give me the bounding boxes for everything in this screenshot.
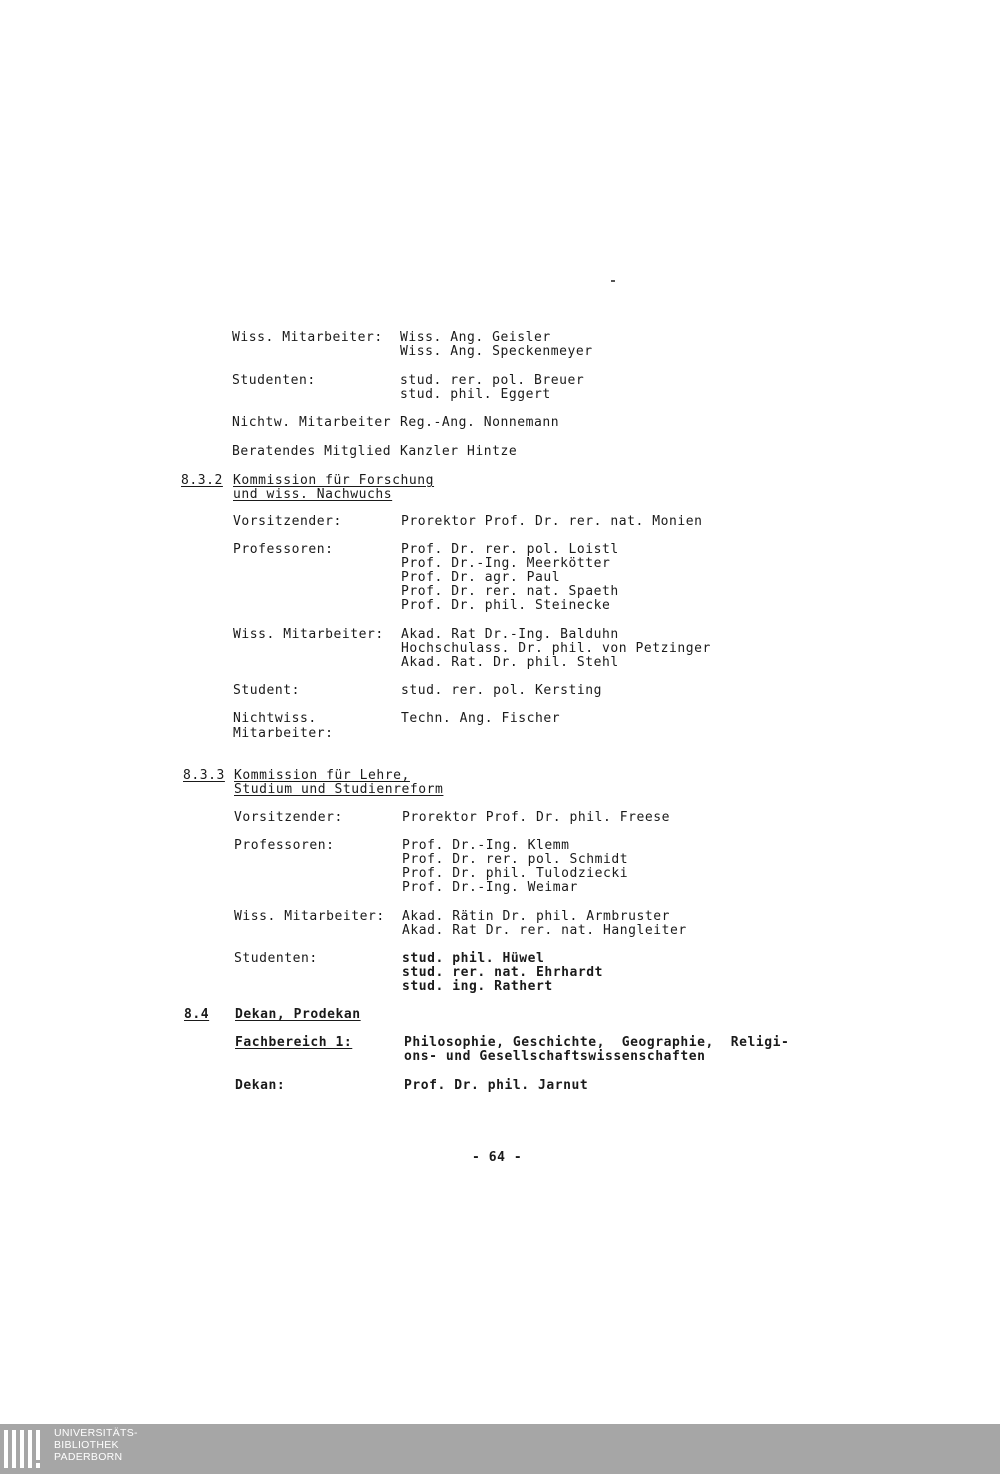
s832-prof-value-4: Prof. Dr. rer. nat. Spaeth xyxy=(401,584,619,599)
s84-dekan-value: Prof. Dr. phil. Jarnut xyxy=(404,1078,589,1093)
s832-nichtwiss-value: Techn. Ang. Fischer xyxy=(401,711,561,726)
s832-wiss-value-2: Hochschulass. Dr. phil. von Petzinger xyxy=(401,641,711,656)
logo-text-line3: PADERBORN xyxy=(54,1451,123,1463)
s84-fachbereich-value-1: Philosophie, Geschichte, Geographie, Religi- xyxy=(404,1035,790,1050)
s84-fachbereich-label: Fachbereich 1: xyxy=(235,1035,353,1050)
s833-vorsitz-label: Vorsitzender: xyxy=(234,810,343,825)
s833-wiss-value-1: Akad. Rätin Dr. phil. Armbruster xyxy=(402,909,671,924)
s832-prof-value-1: Prof. Dr. rer. pol. Loistl xyxy=(401,542,619,557)
s833-studenten-value-2: stud. rer. nat. Ehrhardt xyxy=(402,965,604,980)
s832-vorsitz-value: Prorektor Prof. Dr. rer. nat. Monien xyxy=(401,514,703,529)
s833-vorsitz-value: Prorektor Prof. Dr. phil. Freese xyxy=(402,810,671,825)
s833-studenten-value-3: stud. ing. Rathert xyxy=(402,979,553,994)
s833-prof-value-2: Prof. Dr. rer. pol. Schmidt xyxy=(402,852,629,867)
s833-studenten-label: Studenten: xyxy=(234,951,318,966)
s832-wiss-value-3: Akad. Rat. Dr. phil. Stehl xyxy=(401,655,619,670)
section-832-title-line2: und wiss. Nachwuchs xyxy=(233,487,393,502)
section-84-title: Dekan, Prodekan xyxy=(235,1007,361,1022)
logo-text-line2: BIBLIOTHEK xyxy=(54,1439,119,1451)
s832-student-label: Student: xyxy=(233,683,301,698)
s832-prof-value-3: Prof. Dr. agr. Paul xyxy=(401,570,561,585)
prev-beratend-value: Kanzler Hintze xyxy=(400,444,518,459)
s832-prof-label: Professoren: xyxy=(233,542,334,557)
s832-wiss-value-1: Akad. Rat Dr.-Ing. Balduhn xyxy=(401,627,619,642)
s832-prof-value-2: Prof. Dr.-Ing. Meerkötter xyxy=(401,556,611,571)
s833-prof-value-1: Prof. Dr.-Ing. Klemm xyxy=(402,838,570,853)
prev-wiss-value-2: Wiss. Ang. Speckenmeyer xyxy=(400,344,593,359)
prev-studenten-value-1: stud. rer. pol. Breuer xyxy=(400,373,585,388)
s833-prof-value-4: Prof. Dr.-Ing. Weimar xyxy=(402,880,578,895)
prev-nichtw-value: Reg.-Ang. Nonnemann xyxy=(400,415,560,430)
s832-nichtwiss-label-1: Nichtwiss. xyxy=(233,711,317,726)
prev-studenten-value-2: stud. phil. Eggert xyxy=(400,387,551,402)
logo-text-line1: UNIVERSITÄTS- xyxy=(54,1427,138,1439)
s833-wiss-label: Wiss. Mitarbeiter: xyxy=(234,909,385,924)
prev-wiss-label: Wiss. Mitarbeiter: xyxy=(232,330,383,345)
section-833-number: 8.3.3 xyxy=(183,768,225,783)
section-832-title-line1: Kommission für Forschung xyxy=(233,473,435,488)
speck-mark xyxy=(611,280,615,282)
s84-dekan-label: Dekan: xyxy=(235,1078,286,1093)
prev-studenten-label: Studenten: xyxy=(232,373,316,388)
s833-wiss-value-2: Akad. Rat Dr. rer. nat. Hangleiter xyxy=(402,923,687,938)
section-833-title-line1: Kommission für Lehre, xyxy=(234,768,410,783)
prev-beratend-label: Beratendes Mitglied xyxy=(232,444,392,459)
s832-nichtwiss-label-2: Mitarbeiter: xyxy=(233,726,334,741)
s832-student-value: stud. rer. pol. Kersting xyxy=(401,683,603,698)
library-logo-text xyxy=(54,1427,174,1463)
s832-vorsitz-label: Vorsitzender: xyxy=(233,514,342,529)
prev-nichtw-label: Nichtw. Mitarbeiter xyxy=(232,415,392,430)
s832-wiss-label: Wiss. Mitarbeiter: xyxy=(233,627,384,642)
library-logo-icon xyxy=(4,1430,46,1468)
section-833-title-line2: Studium und Studienreform xyxy=(234,782,444,797)
s833-studenten-value-1: stud. phil. Hüwel xyxy=(402,951,545,966)
s833-prof-label: Professoren: xyxy=(234,838,335,853)
page-number: - 64 - xyxy=(472,1150,523,1165)
s84-fachbereich-value-2: ons- und Gesellschaftswissenschaften xyxy=(404,1049,706,1064)
s833-prof-value-3: Prof. Dr. phil. Tulodziecki xyxy=(402,866,629,881)
section-832-number: 8.3.2 xyxy=(181,473,223,488)
prev-wiss-value-1: Wiss. Ang. Geisler xyxy=(400,330,551,345)
s832-prof-value-5: Prof. Dr. phil. Steinecke xyxy=(401,598,611,613)
library-footer-bar xyxy=(0,1424,1000,1474)
section-84-number: 8.4 xyxy=(184,1007,210,1022)
